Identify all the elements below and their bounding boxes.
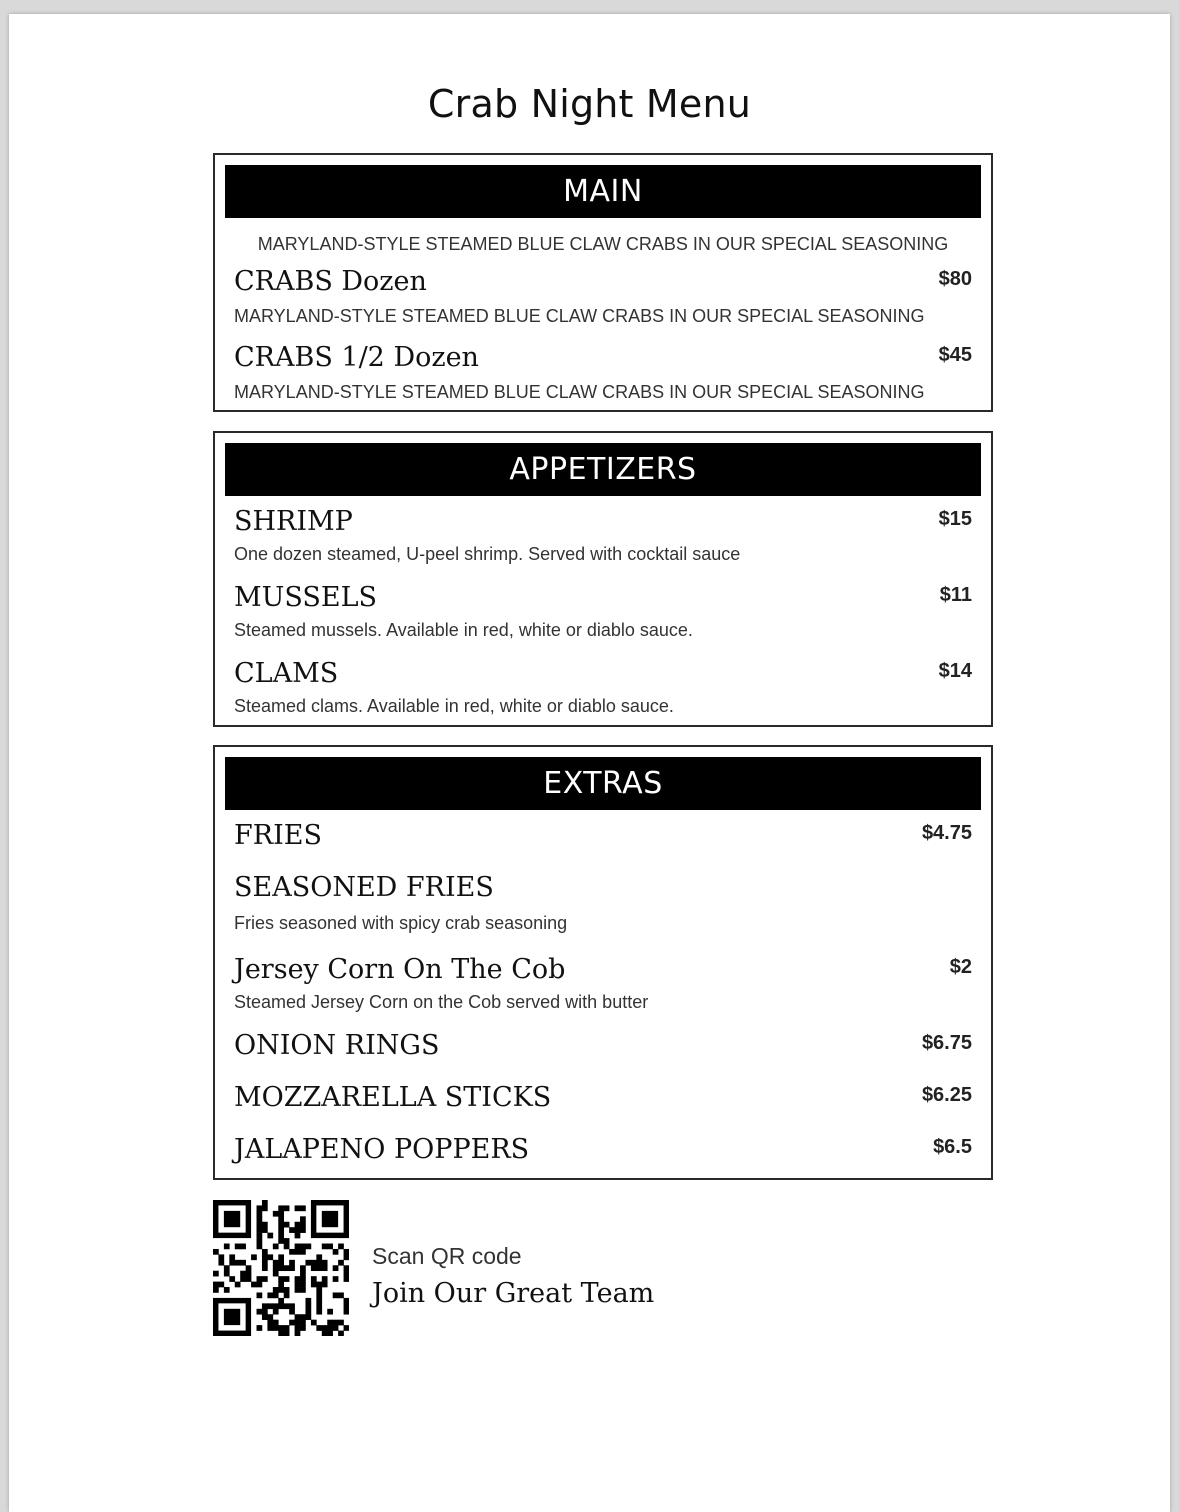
section-appetizers (213, 431, 993, 727)
qr-code-icon[interactable] (213, 1200, 349, 1336)
item-description: Steamed clams. Available in red, white or diablo sauce. (234, 696, 674, 716)
item-price: $2 (949, 956, 972, 978)
item-description: One dozen steamed, U-peel shrimp. Served with cocktail sauce (234, 544, 741, 564)
item-name: MUSSELS (234, 582, 378, 613)
section-header-appetizers: APPETIZERS (225, 443, 981, 496)
item-price: $4.75 (921, 822, 972, 844)
item-name: SEASONED FRIES (234, 872, 494, 903)
join-team-label[interactable]: Join Our Great Team (372, 1278, 655, 1309)
item-name: FRIES (234, 820, 322, 851)
item-description: Steamed mussels. Available in red, white or diablo sauce. (234, 620, 693, 640)
item-price: $6.75 (921, 1032, 972, 1054)
item-description: Fries seasoned with spicy crab seasoning (234, 913, 568, 933)
item-price: $11 (939, 584, 972, 606)
item-description: MARYLAND-STYLE STEAMED BLUE CLAW CRABS IN OUR SPECIAL SEASONING (234, 382, 925, 402)
item-name: JALAPENO POPPERS (234, 1134, 530, 1165)
menu-page (9, 14, 1170, 1512)
item-name: CRABS Dozen (234, 266, 427, 297)
item-name: Jersey Corn On The Cob (234, 954, 566, 985)
item-description: Steamed Jersey Corn on the Cob served with butter (234, 992, 649, 1012)
item-name: CRABS 1/2 Dozen (234, 342, 479, 373)
menu-title: Crab Night Menu (427, 82, 752, 126)
item-name: SHRIMP (234, 506, 353, 537)
item-price: $14 (938, 660, 972, 682)
item-description: MARYLAND-STYLE STEAMED BLUE CLAW CRABS IN OUR SPECIAL SEASONING (234, 306, 925, 326)
item-price: $80 (938, 268, 972, 290)
item-name: ONION RINGS (234, 1030, 440, 1061)
section-intro: MARYLAND-STYLE STEAMED BLUE CLAW CRABS IN OUR SPECIAL SEASONING (257, 234, 949, 254)
item-price: $6.5 (933, 1136, 972, 1158)
scan-qr-label: Scan QR code (372, 1243, 522, 1269)
item-name: MOZZARELLA STICKS (234, 1082, 552, 1113)
item-price: $6.25 (921, 1084, 972, 1106)
section-main (213, 153, 993, 412)
section-header-extras: EXTRAS (225, 757, 981, 810)
section-header-main: MAIN (225, 165, 981, 218)
item-price: $15 (938, 508, 972, 530)
section-extras (213, 745, 993, 1180)
item-price: $45 (938, 344, 972, 366)
item-name: CLAMS (234, 658, 339, 689)
